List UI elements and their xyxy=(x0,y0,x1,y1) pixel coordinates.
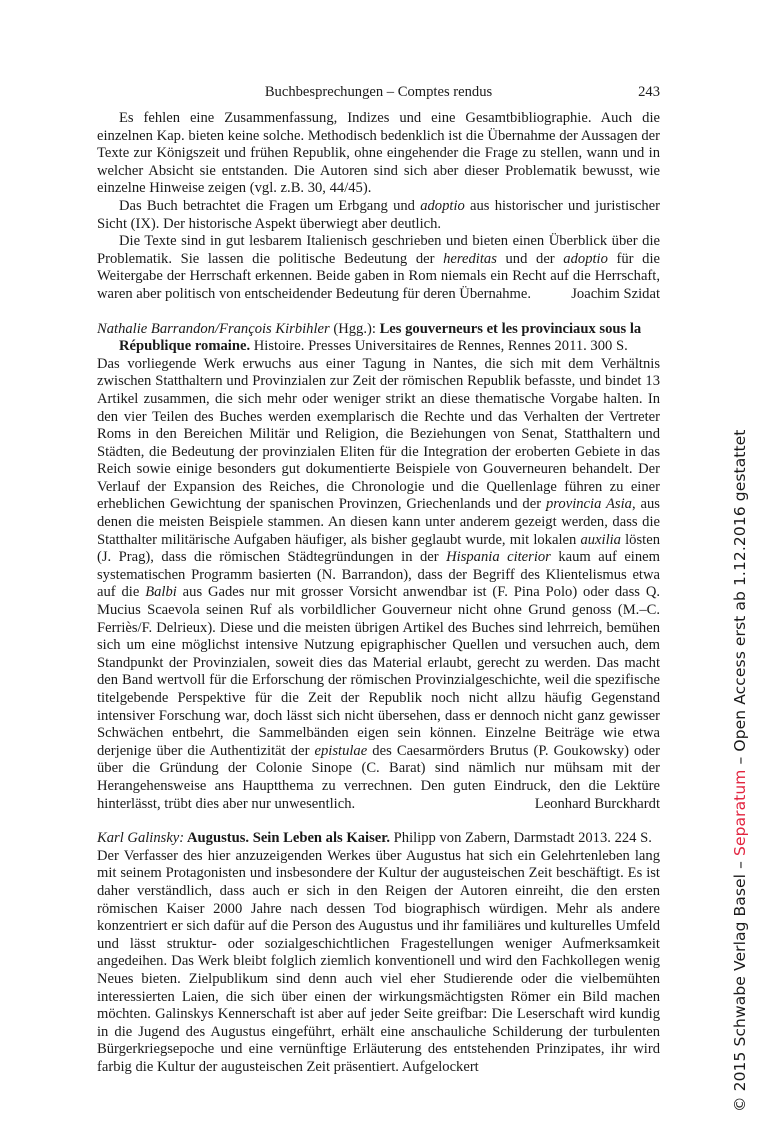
page-number: 243 xyxy=(638,84,660,100)
text: Das vorliegende Werk erwuchs aus einer Tagung in Nantes, die sich mit dem Verhältnis zwischen Statthaltern und Provinzialen zur Zeit der römischen Republik befasste, und bindet 13 Artikel zusammen, die sich mehr oder weniger strikt an diese thematische Vorgabe halten. In den vier Teilen des Buches werden exemplarisch die Rechte und das Verhalten der Vertreter Roms in den Bereichen Militär und Religion, die Beziehungen von Senat, Statthaltern und Städten, die Bedeutung der provinzialen Eliten für die Integration der eroberten Gebiete in das Reich sowie einige besonders gut dokumentierte Beispiele von Gouverneuren behandelt. Der Verlauf der Expansion des Reiches, die Chronologie und die Quellenlage führen zu einer erheblichen Gewichtung der spanischen Provinzen, Griechenlands und der xyxy=(97,355,660,513)
review-body: Der Verfasser des hier anzuzeigenden Werkes über Augustus hat sich ein Gelehrtenleben lang mit seinem Protagonisten und insbesondere der Kultur der augusteischen Zeit beschäftigt. Es ist daher verständlich, dass auch er sich in den Reigen der Autoren einreiht, die den ersten römischen Kaiser 2000 Jahre nach dessen Tod biographisch würdigen. Mehr als andere konzentriert er sich dafür auf die Person des Augustus und ihr familiäres und kulturelles Umfeld und lässt struktur- oder sozialgeschichtlichen Fragestellungen weniger Aufmerksamkeit angedeihen. Das Werk bleibt folglich ziemlich konventionell und wird den Fachkollegen wenig Neues bieten. Zielpublikum sind denn auch viel eher Studierende oder die vielbemühten interessierten Laien, die sich über einen der wirkungsmächtigsten Römer ein Bild machen möchten. Galinskys Kennerschaft ist aber auf jeder Seite greifbar: Die Leserschaft wird kundig in die Jugend des Augustus eingeführt, erhält eine anschauliche Schilderung der turbulenten Bürgerkriegsepoche und eine vernünftige Erläuterung des entstehenden Prinzipates, ihr wird farbig die Kultur der augusteischen Zeit präsentiert. Aufgelockert xyxy=(97,847,660,1075)
review-galinsky xyxy=(97,830,660,1076)
text: Die Texte sind in gut lesbarem Italienisch geschrieben und bieten einen Überblick über die Problematik. Sie lassen die politische Bedeutung der xyxy=(97,233,660,267)
publication-info: Philipp von Zabern, Darmstadt 2013. 224 S. xyxy=(390,830,652,847)
text: aus Gades nur mit grosser Vorsicht anwendbar ist (F. Pina Polo) oder dass Q. Mucius Scaevola seinen Ruf als vorbildlicher Gouverneur nicht ohne Grund genoss (M.–C. Ferriès/F. Delrieux). Diese und die meisten übrigen Artikel des Buches sind lehrreich, bemühen sich um eine möglichst intensive Nutzung epigraphischer Quellen und versuchen auch, dem Standpunkt der Provinzialen, soweit dies das Material erlaubt, gerecht zu werden. Das macht den Band wertvoll für die Erforschung der römischen Provinzialgeschichte, weil die spezifische titelgebende Perspektive für die Zeit der Republik noch nicht allzu häufig Gegenstand intensiver Forschung war, doch lässt sich nicht übersehen, dass er dennoch nicht ganz gewisser Schwächen entbehrt, die Sammelbänden eigen sein können. Einzelne Beiträge wie etwa derjenige über die Authentizität der xyxy=(97,584,661,759)
italic-term: Balbi xyxy=(145,584,177,601)
copyright-side-notice xyxy=(728,430,752,1112)
text: Das Buch betrachtet die Fragen um Erbgang und xyxy=(119,197,421,214)
paragraph xyxy=(97,233,660,303)
italic-term: adoptio xyxy=(420,197,465,214)
text: des Caesarmörders Brutus (P. Goukowsky) oder über die Gründung der Colonie Sinope (C. Barat) sind nämlich nur mühsam mit der Herangehensweise ans Hauptthema zu verrechnen. Den guten Eindruck, den die Lektüre hinterlässt, trübt dies aber nur unwesentlich. xyxy=(97,742,660,812)
italic-term: epistulae xyxy=(314,742,368,759)
book-title: Les gouverneurs et les provinciaux sous la République romaine. xyxy=(119,320,642,355)
text: aus historischer und juristischer Sicht (IX). Der historische Aspekt überwiegt aber deutlich. xyxy=(97,197,660,232)
italic-term: adoptio xyxy=(563,250,608,267)
running-head-title: Buchbesprechungen – Comptes rendus xyxy=(264,84,493,100)
paragraph: Es fehlen eine Zusammenfassung, Indizes und eine Gesamtbibliographie. Auch die einzelnen Kap. bieten keine solche. Methodisch bedenklich ist die Übernahme der Aussagen der Texte zur Königszeit und frühen Republik, ohne eingehender die Frage zu stellen, wann und in welcher Absicht sie entstanden. Die Autoren sind sich aber dieser Problematik bewusst, wie einzelne Hinweise zeigen (vgl. z.B. 30, 44/45). xyxy=(97,110,660,197)
running-head xyxy=(97,84,660,102)
review-barrandon-kirbihler xyxy=(97,321,660,814)
open-access-text: – Open Access erst ab 1.12.2016 gestattet xyxy=(731,429,749,770)
publication-info: Histoire. Presses Universitaires de Rennes, Rennes 2011. 300 S. xyxy=(250,338,628,355)
italic-term: hereditas xyxy=(443,250,497,267)
editor-role: (Hgg.): xyxy=(329,320,380,337)
copyright-text: © 2015 Schwabe Verlag Basel – xyxy=(731,856,749,1112)
review-body xyxy=(97,356,660,813)
book-author: Karl Galinsky: xyxy=(97,830,185,847)
page xyxy=(97,84,660,1076)
italic-term: Hispania citerior xyxy=(446,549,551,566)
book-authors: Nathalie Barrandon/François Kirbihler xyxy=(97,320,330,337)
text: für die Weitergabe der Herrschaft erkennen. Beide gaben in Rom niemals ein Recht auf die Herrschaft, waren aber politisch von entscheidender Bedeutung für deren Übernahme. xyxy=(97,250,660,302)
paragraph xyxy=(97,198,660,233)
text: kaum auf einem systematischen Programm basierten (N. Barrandon), dass der Begriff des Klientelismus etwa auf die xyxy=(97,549,660,601)
text: , aus denen die meisten Beispiele stammen. An diesen kann unter anderem gezeigt werden, dass die Statthalter militärische Aufgaben häufiger, als bisher geglaubt wurde, mit lokalen xyxy=(97,496,660,548)
separatum-label: Separatum xyxy=(731,769,749,856)
review-continuation xyxy=(97,110,660,304)
reviewer-signature: Leonhard Burckhardt xyxy=(534,795,660,812)
text: lösten (J. Prag), dass die römischen Städtegründungen in der xyxy=(97,531,660,566)
reviewer-signature: Joachim Szidat xyxy=(571,285,660,302)
italic-term: auxilia xyxy=(580,531,621,548)
bibliographic-entry xyxy=(97,830,660,848)
bibliographic-entry xyxy=(97,321,660,356)
book-title: Augustus. Sein Leben als Kaiser. xyxy=(184,830,391,847)
italic-term: provincia Asia xyxy=(545,496,632,513)
text: und der xyxy=(496,250,564,267)
